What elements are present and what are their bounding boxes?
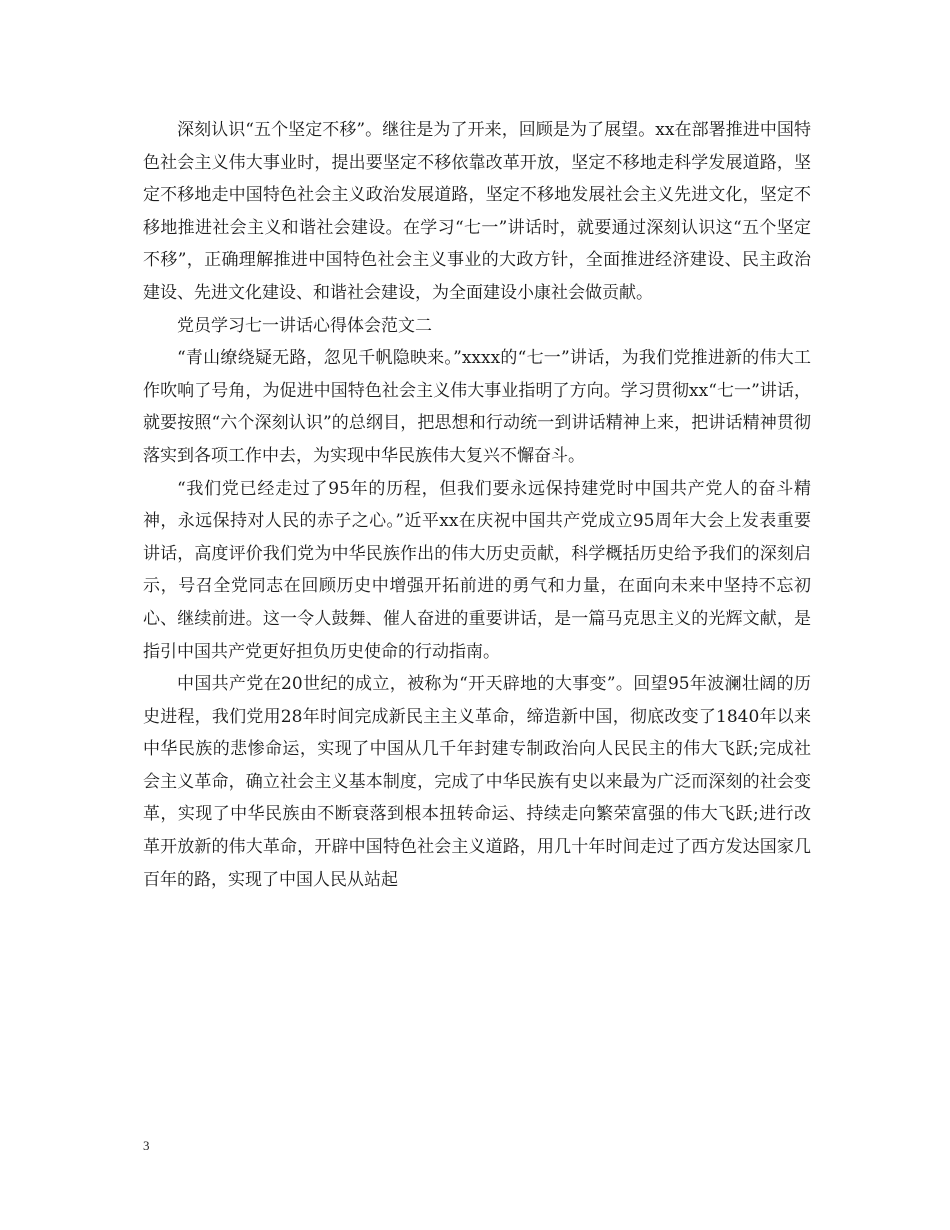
paragraph-five-firm: 深刻认识“五个坚定不移”。继往是为了开来，回顾是为了展望。xx在部署推进中国特色社会主义伟大事业时，提出要坚定不移依靠改革开放，坚定不移地走科学发展道路，坚定不移地走中国特色社会主义政治发展道路，坚定不移地发展社会主义先进文化，坚定不移地推进社会主义和谐社会建设。在学习“七一”讲话时，就要通过深刻认识这“五个坚定不移”，正确理解推进中国特色社会主义事业的大政方针，全面推进经济建设、民主政治建设、先进文化建设、和谐社会建设，为全面建设小康社会做贡献。 [143, 120, 811, 303]
document-body [143, 114, 811, 896]
page-number: 3 [143, 1138, 150, 1153]
paragraph-green-mountains: “青山缭绕疑无路，忽见千帆隐映来。”xxxx的“七一”讲话，为我们党推进新的伟大工作吹响了号角，为促进中国特色社会主义伟大事业指明了方向。学习贯彻xx“七一”讲话，就要按照“六个深刻认识”的总纲目，把思想和行动统一到讲话精神上来，把讲话精神贯彻落实到各项工作中去，为实现中华民族伟大复兴不懈奋斗。 [143, 348, 811, 466]
paragraph-20th-century: 中国共产党在20世纪的成立，被称为“开天辟地的大事变”。回望95年波澜壮阔的历史进程，我们党用28年时间完成新民主主义革命，缔造新中国，彻底改变了1840年以来中华民族的悲惨命运，实现了中国从几千年封建专制政治向人民民主的伟大飞跃;完成社会主义革命，确立社会主义基本制度，完成了中华民族有史以来最为广泛而深刻的社会变革，实现了中华民族由不断衰落到根本扭转命运、持续走向繁荣富强的伟大飞跃;进行改革开放新的伟大革命，开辟中国特色社会主义道路，用几十年时间走过了西方发达国家几百年的路，实现了中国人民从站起 [143, 674, 811, 890]
paragraph-95-years: “我们党已经走过了95年的历程，但我们要永远保持建党时中国共产党人的奋斗精神，永远保持对人民的赤子之心。”近平xx在庆祝中国共产党成立95周年大会上发表重要讲话，高度评价我们党为中华民族作出的伟大历史贡献，科学概括历史给予我们的深刻启示，号召全党同志在回顾历史中增强开拓前进的勇气和力量，在面向未来中坚持不忘初心、继续前进。这一令人鼓舞、催人奋进的重要讲话，是一篇马克思主义的光辉文献，是指引中国共产党更好担负历史使命的行动指南。 [143, 478, 811, 662]
section-heading: 党员学习七一讲话心得体会范文二 [177, 315, 432, 336]
